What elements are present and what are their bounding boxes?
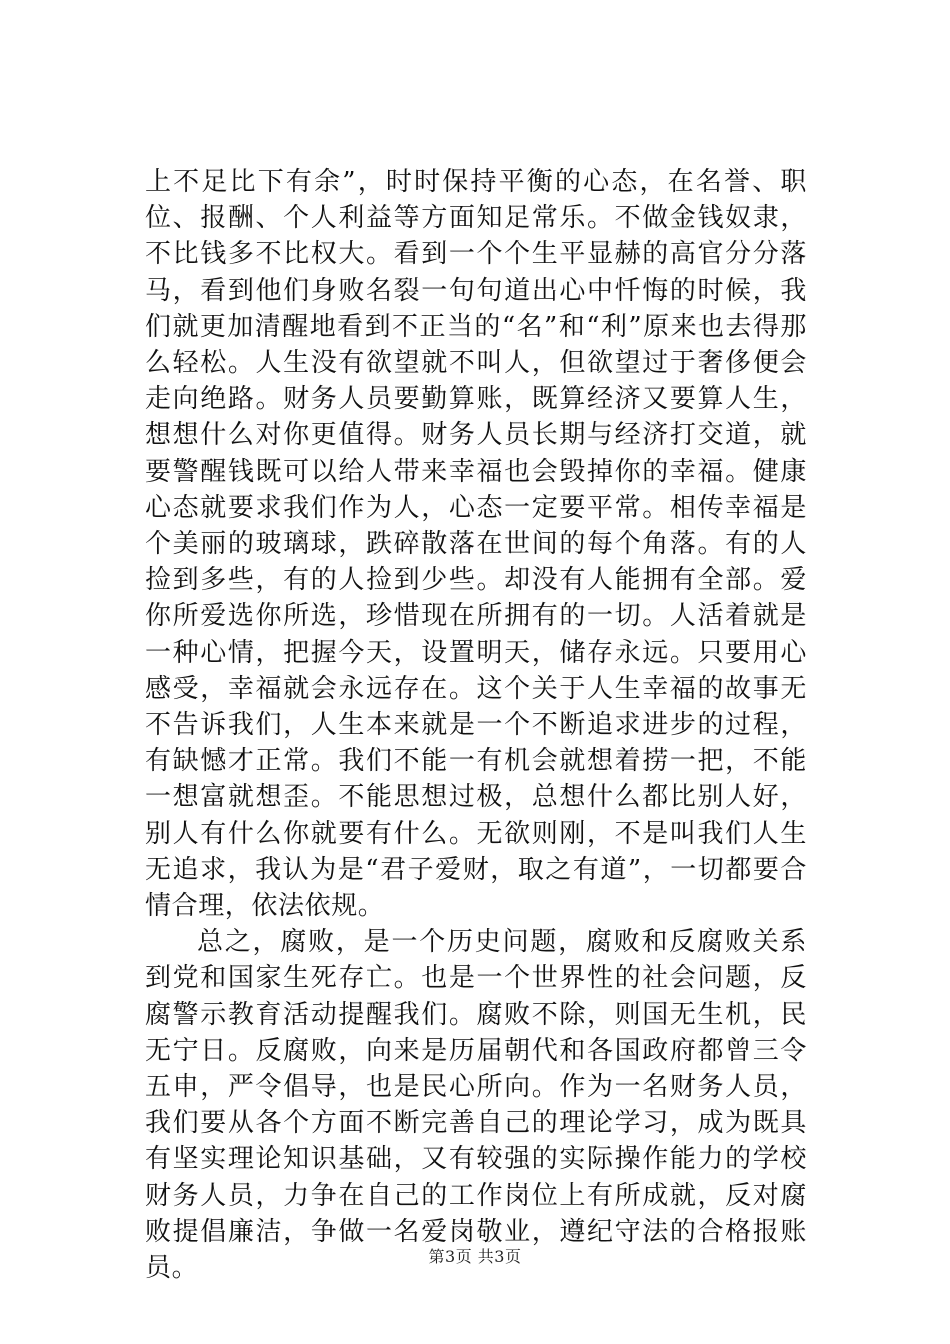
document-body xyxy=(145,164,807,1286)
page-number-footer: 第3页 共3页 xyxy=(428,1247,522,1266)
paragraph-2: 总之，腐败，是一个历史问题，腐败和反腐败关系到党和国家生死存亡。也是一个世界性的社会问题，反腐警示教育活动提醒我们。腐败不除，则国无生机，民无宁日。反腐败，向来是历届朝代和各国政府都曾三令五申，严令倡导，也是民心所向。作为一名财务人员，我们要从各个方面不断完善自己的理论学习，成为既具有坚实理论知识基础，又有较强的实际操作能力的学校财务人员，力争在自己的工作岗位上有所成就，反对腐败提倡廉洁，争做一名爱岗敬业，遵纪守法的合格报账员。 xyxy=(145,927,807,1284)
paragraph-1: 上不足比下有余”，时时保持平衡的心态，在名誉、职位、报酬、个人利益等方面知足常乐。不做金钱奴隶，不比钱多不比权大。看到一个个生平显赫的高官分分落马，看到他们身败名裂一句句道出心中忏悔的时候，我们就更加清醒地看到不正当的“名”和“利”原来也去得那么轻松。人生没有欲望就不叫人，但欲望过于奢侈便会走向绝路。财务人员要勤算账，既算经济又要算人生，想想什么对你更值得。财务人员长期与经济打交道，就要警醒钱既可以给人带来幸福也会毁掉你的幸福。健康心态就要求我们作为人，心态一定要平常。相传幸福是个美丽的玻璃球，跌碎散落在世间的每个角落。有的人捡到多些，有的人捡到少些。却没有人能拥有全部。爱你所爱选你所选，珍惜现在所拥有的一切。人活着就是一种心情，把握今天，设置明天，储存永远。只要用心感受，幸福就会永远存在。这个关于人生幸福的故事无不告诉我们，人生本来就是一个不断追求进步的过程，有缺憾才正常。我们不能一有机会就想着捞一把，不能一想富就想歪。不能思想过极，总想什么都比别人好，别人有什么你就要有什么。无欲则刚，不是叫我们人生无追求，我认为是“君子爱财，取之有道”，一切都要合情合理，依法依规。 xyxy=(145,167,807,922)
